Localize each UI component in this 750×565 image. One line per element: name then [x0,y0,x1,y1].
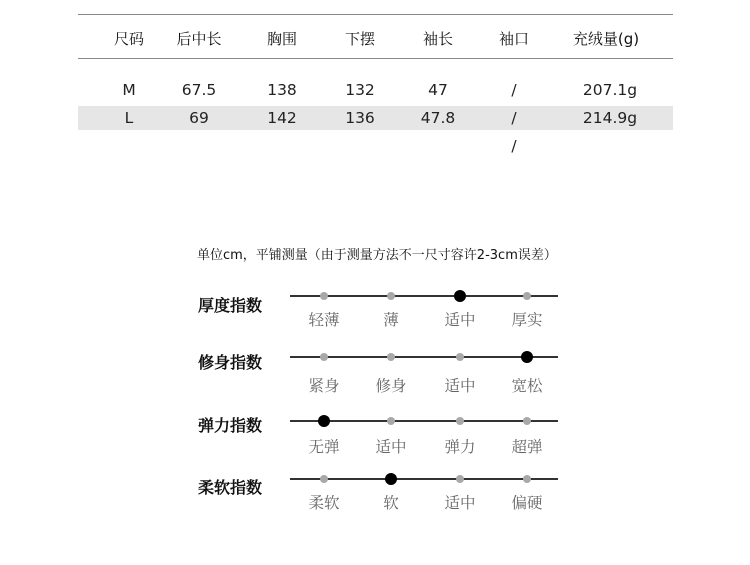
header-hem: 下摆 [344,30,376,48]
scale-dot [456,417,464,425]
scale-track [290,420,558,422]
scale-dot [320,292,328,300]
table-cell: 207.1g [582,81,638,99]
header-chest: 胸围 [266,30,298,48]
scale-dot-selected [385,473,397,485]
table-cell: 67.5 [181,81,217,99]
scale-option: 宽松 [511,377,543,395]
table-top-rule [78,14,673,15]
table-cell: 47 [428,81,448,99]
table-cell: / [511,137,517,155]
scale-option: 柔软 [308,494,340,512]
scale-dot [320,475,328,483]
scale-dot [320,353,328,361]
scale-dot [387,417,395,425]
scale-dot [456,353,464,361]
scale-option: 修身 [375,377,407,395]
scale-track [290,478,558,480]
scale-option: 软 [383,494,399,512]
table-cell: M [122,81,136,99]
table-header-rule [78,58,673,59]
measurement-note: 单位cm，平铺测量（由于测量方法不一尺寸容许2-3cm误差） [197,248,557,263]
scale-option: 适中 [444,494,476,512]
table-cell: 69 [189,109,209,127]
scale-label: 厚度指数 [198,296,263,315]
table-cell: 132 [345,81,375,99]
scale-option: 超弹 [511,438,543,456]
scale-option: 薄 [383,311,399,329]
scale-option: 厚实 [511,311,543,329]
header-cuff: 袖口 [498,30,530,48]
scale-dot [456,475,464,483]
table-cell: / [511,109,517,127]
table-cell: 142 [267,109,297,127]
header-sleeve-length: 袖长 [422,30,454,48]
scale-option: 偏硬 [511,494,543,512]
scale-track [290,295,558,297]
scale-dot [523,475,531,483]
table-cell: 47.8 [420,109,456,127]
table-row [78,106,673,130]
scale-option: 适中 [444,377,476,395]
table-header-row [78,27,673,51]
scale-dot [387,353,395,361]
scale-option: 无弹 [308,438,340,456]
scale-option: 适中 [375,438,407,456]
scale-label: 弹力指数 [198,416,263,435]
header-size: 尺码 [113,30,145,48]
scale-dot-selected [454,290,466,302]
header-back-length: 后中长 [176,30,222,48]
scale-option: 适中 [444,311,476,329]
scale-option: 弹力 [444,438,476,456]
scale-dot [387,292,395,300]
scale-dot-selected [318,415,330,427]
table-cell: 214.9g [582,109,638,127]
scale-dot-selected [521,351,533,363]
table-cell: / [511,81,517,99]
header-down-fill: 充绒量(g) [572,30,640,48]
scale-label: 柔软指数 [198,478,263,497]
scale-track [290,356,558,358]
scale-dot [523,417,531,425]
scale-option: 紧身 [308,377,340,395]
table-row [78,134,673,158]
scale-dot [523,292,531,300]
table-row [78,78,673,102]
scale-option: 轻薄 [308,311,340,329]
scale-label: 修身指数 [198,353,263,372]
table-cell: 136 [345,109,375,127]
table-cell: 138 [267,81,297,99]
table-cell: L [124,109,134,127]
